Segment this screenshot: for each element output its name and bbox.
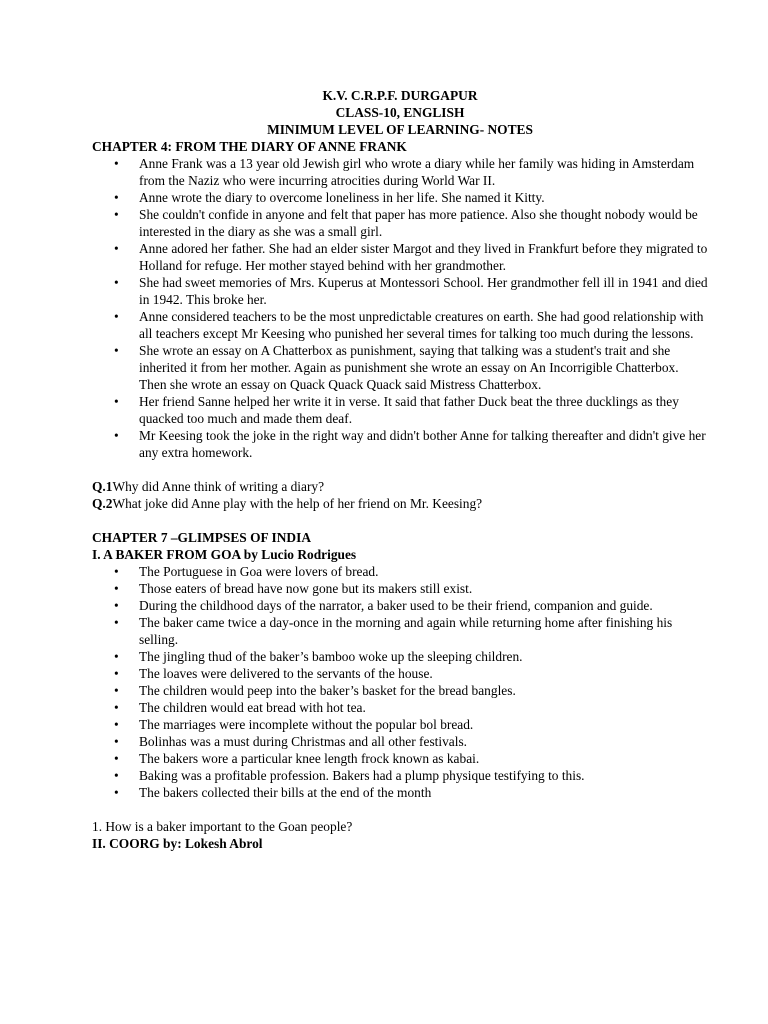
list-item: • The marriages were incomplete without the popular bol bread.: [92, 716, 708, 733]
question-text: What joke did Anne play with the help of her friend on Mr. Keesing?: [112, 496, 483, 511]
list-item: • The baker came twice a day-once in the morning and again while returning home after finishing his selling.: [92, 614, 708, 648]
list-item: • The children would eat bread with hot tea.: [92, 699, 708, 716]
list-item: • The children would peep into the baker’s basket for the bread bangles.: [92, 682, 708, 699]
spacer: [92, 461, 708, 478]
question-2: [92, 495, 708, 512]
list-item: • Those eaters of bread have now gone but its makers still exist.: [92, 580, 708, 597]
chapter7-bullet-list: [92, 563, 708, 801]
list-item: • Anne wrote the diary to overcome loneliness in her life. She named it Kitty.: [92, 189, 708, 206]
chapter7-heading: CHAPTER 7 –GLIMPSES OF INDIA: [92, 530, 311, 545]
list-item: • Anne adored her father. She had an elder sister Margot and they lived in Frankfurt before they migrated to Holland for refuge. Her mother stayed behind with her grandmother.: [92, 240, 708, 274]
chapter4-heading: CHAPTER 4: FROM THE DIARY OF ANNE FRANK: [92, 139, 407, 154]
list-item: • Anne considered teachers to be the most unpredictable creatures on earth. She had good relationship with all teachers except Mr Keesing who punished her several times for talking too much during the lessons.: [92, 308, 708, 342]
list-item: • Anne Frank was a 13 year old Jewish girl who wrote a diary while her family was hiding in Amsterdam from the Naziz who were incurring atrocities during World War II.: [92, 155, 708, 189]
list-item: • The loaves were delivered to the servants of the house.: [92, 665, 708, 682]
list-item: • Bolinhas was a must during Christmas and all other festivals.: [92, 733, 708, 750]
baker-question: 1. How is a baker important to the Goan people?: [92, 819, 353, 834]
question-text: Why did Anne think of writing a diary?: [112, 479, 325, 494]
spacer: [92, 512, 708, 529]
coorg-section-heading: II. COORG by: Lokesh Abrol: [92, 836, 263, 851]
spacer: [92, 801, 708, 818]
notes-title: MINIMUM LEVEL OF LEARNING- NOTES: [267, 122, 533, 137]
list-item: • Mr Keesing took the joke in the right way and didn't bother Anne for talking thereafter and didn't give her any extra homework.: [92, 427, 708, 461]
list-item: • The Portuguese in Goa were lovers of bread.: [92, 563, 708, 580]
class-subject: CLASS-10, ENGLISH: [335, 105, 465, 120]
list-item: • The bakers wore a particular knee length frock known as kabai.: [92, 750, 708, 767]
list-item: • During the childhood days of the narrator, a baker used to be their friend, companion and guide.: [92, 597, 708, 614]
list-item: • The jingling thud of the baker’s bamboo woke up the sleeping children.: [92, 648, 708, 665]
question-number: Q.2: [92, 496, 113, 511]
question-number: Q.1: [92, 479, 113, 494]
document-header: [92, 87, 708, 138]
list-item: • She had sweet memories of Mrs. Kuperus at Montessori School. Her grandmother fell ill in 1941 and died in 1942. This broke her.: [92, 274, 708, 308]
baker-section-heading: I. A BAKER FROM GOA by Lucio Rodrigues: [92, 547, 357, 562]
list-item: • The bakers collected their bills at the end of the month: [92, 784, 708, 801]
list-item: • She couldn't confide in anyone and felt that paper has more patience. Also she thought nobody would be interested in the diary as she was a small girl.: [92, 206, 708, 240]
question-1: [92, 478, 708, 495]
list-item: • She wrote an essay on A Chatterbox as punishment, saying that talking was a student's trait and she inherited it from her mother. Again as punishment she wrote an essay on An Incorrigible Chatterbox. Then she wrote an essay on Quack Quack Quack said Mistress Chatterbox.: [92, 342, 708, 393]
list-item: • Her friend Sanne helped her write it in verse. It said that father Duck beat the three ducklings as they quacked too much and made them deaf.: [92, 393, 708, 427]
list-item: • Baking was a profitable profession. Bakers had a plump physique testifying to this.: [92, 767, 708, 784]
chapter4-bullet-list: [92, 155, 708, 461]
school-name: K.V. C.R.P.F. DURGAPUR: [322, 88, 478, 103]
